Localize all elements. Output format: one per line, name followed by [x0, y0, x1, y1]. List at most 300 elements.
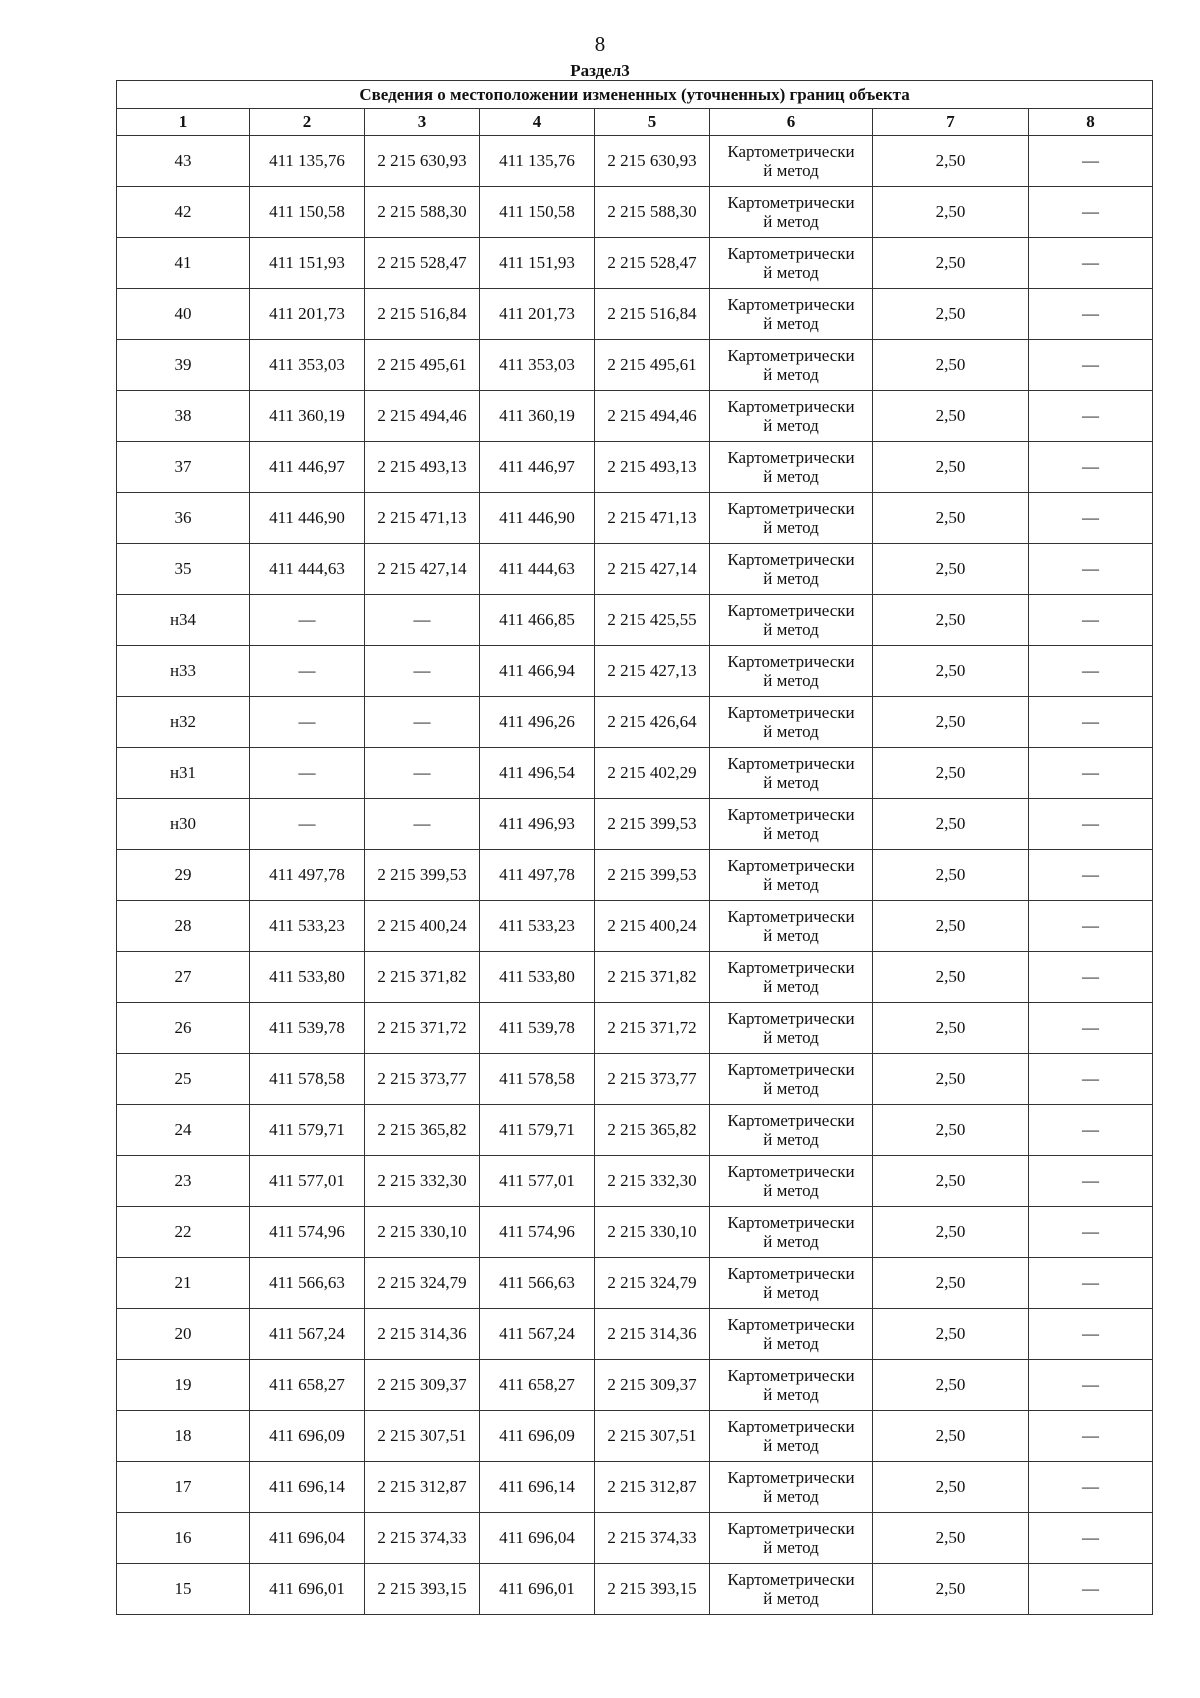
table-row — [117, 1309, 1153, 1360]
point-number-cell: 41 — [117, 238, 250, 289]
method-line-2: й метод — [763, 467, 819, 486]
new-x-cell: 411 353,03 — [480, 340, 595, 391]
method-line-2: й метод — [763, 314, 819, 333]
column8-cell: — — [1029, 1258, 1153, 1309]
method-line-1: Картометрически — [727, 958, 855, 977]
point-number-cell: 27 — [117, 952, 250, 1003]
method-cell — [710, 187, 873, 238]
table-row — [117, 952, 1153, 1003]
accuracy-cell: 2,50 — [873, 1258, 1029, 1309]
old-x-cell: 411 533,80 — [250, 952, 365, 1003]
method-line-1: Картометрически — [727, 1468, 855, 1487]
new-y-cell: 2 215 495,61 — [595, 340, 710, 391]
new-y-cell: 2 215 393,15 — [595, 1564, 710, 1615]
new-x-cell: 411 578,58 — [480, 1054, 595, 1105]
new-y-cell: 2 215 493,13 — [595, 442, 710, 493]
accuracy-cell: 2,50 — [873, 442, 1029, 493]
accuracy-cell: 2,50 — [873, 697, 1029, 748]
method-cell — [710, 493, 873, 544]
new-x-cell: 411 150,58 — [480, 187, 595, 238]
method-cell — [710, 850, 873, 901]
method-line-1: Картометрически — [727, 1570, 855, 1589]
table-row — [117, 1156, 1153, 1207]
old-y-cell: 2 215 307,51 — [365, 1411, 480, 1462]
old-y-cell: 2 215 399,53 — [365, 850, 480, 901]
accuracy-cell: 2,50 — [873, 595, 1029, 646]
old-y-cell: — — [365, 748, 480, 799]
column8-cell: — — [1029, 340, 1153, 391]
point-number-cell: 18 — [117, 1411, 250, 1462]
column8-cell: — — [1029, 1462, 1153, 1513]
new-y-cell: 2 215 399,53 — [595, 850, 710, 901]
point-number-cell: 40 — [117, 289, 250, 340]
accuracy-cell: 2,50 — [873, 1411, 1029, 1462]
method-line-1: Картометрически — [727, 1264, 855, 1283]
old-x-cell: 411 446,90 — [250, 493, 365, 544]
method-line-1: Картометрически — [727, 499, 855, 518]
table-row — [117, 238, 1153, 289]
coordinates-table — [116, 80, 1153, 1615]
old-y-cell: 2 215 427,14 — [365, 544, 480, 595]
new-x-cell: 411 696,01 — [480, 1564, 595, 1615]
column8-cell: — — [1029, 391, 1153, 442]
method-line-2: й метод — [763, 1283, 819, 1302]
method-cell — [710, 442, 873, 493]
method-line-2: й метод — [763, 1589, 819, 1608]
accuracy-cell: 2,50 — [873, 136, 1029, 187]
accuracy-cell: 2,50 — [873, 646, 1029, 697]
column-number: 8 — [1029, 109, 1153, 136]
point-number-cell: 35 — [117, 544, 250, 595]
point-number-cell: 21 — [117, 1258, 250, 1309]
new-y-cell: 2 215 374,33 — [595, 1513, 710, 1564]
column8-cell: — — [1029, 1513, 1153, 1564]
new-x-cell: 411 444,63 — [480, 544, 595, 595]
method-line-1: Картометрически — [727, 193, 855, 212]
new-x-cell: 411 446,90 — [480, 493, 595, 544]
method-line-1: Картометрически — [727, 652, 855, 671]
table-row — [117, 1054, 1153, 1105]
column-number: 1 — [117, 109, 250, 136]
table-row — [117, 442, 1153, 493]
accuracy-cell: 2,50 — [873, 799, 1029, 850]
new-x-cell: 411 446,97 — [480, 442, 595, 493]
old-y-cell: 2 215 371,82 — [365, 952, 480, 1003]
new-y-cell: 2 215 630,93 — [595, 136, 710, 187]
accuracy-cell: 2,50 — [873, 340, 1029, 391]
point-number-cell: 29 — [117, 850, 250, 901]
old-x-cell: 411 446,97 — [250, 442, 365, 493]
column8-cell: — — [1029, 1156, 1153, 1207]
column8-cell: — — [1029, 1003, 1153, 1054]
method-line-1: Картометрически — [727, 1060, 855, 1079]
section-title: Раздел3 — [570, 61, 630, 80]
accuracy-cell: 2,50 — [873, 187, 1029, 238]
new-y-cell: 2 215 307,51 — [595, 1411, 710, 1462]
point-number-cell: 25 — [117, 1054, 250, 1105]
old-y-cell: 2 215 371,72 — [365, 1003, 480, 1054]
method-cell — [710, 748, 873, 799]
point-number-cell: 17 — [117, 1462, 250, 1513]
old-y-cell: 2 215 312,87 — [365, 1462, 480, 1513]
method-line-1: Картометрически — [727, 244, 855, 263]
new-y-cell: 2 215 516,84 — [595, 289, 710, 340]
new-y-cell: 2 215 402,29 — [595, 748, 710, 799]
column-number: 4 — [480, 109, 595, 136]
old-y-cell: 2 215 528,47 — [365, 238, 480, 289]
old-y-cell: 2 215 324,79 — [365, 1258, 480, 1309]
new-x-cell: 411 658,27 — [480, 1360, 595, 1411]
method-line-2: й метод — [763, 875, 819, 894]
table-row — [117, 646, 1153, 697]
column8-cell: — — [1029, 595, 1153, 646]
new-x-cell: 411 497,78 — [480, 850, 595, 901]
point-number-cell: н30 — [117, 799, 250, 850]
method-line-1: Картометрически — [727, 1213, 855, 1232]
column8-cell: — — [1029, 1564, 1153, 1615]
new-x-cell: 411 567,24 — [480, 1309, 595, 1360]
old-y-cell: 2 215 630,93 — [365, 136, 480, 187]
method-line-2: й метод — [763, 722, 819, 741]
point-number-cell: 19 — [117, 1360, 250, 1411]
method-line-1: Картометрически — [727, 346, 855, 365]
method-cell — [710, 340, 873, 391]
accuracy-cell: 2,50 — [873, 1513, 1029, 1564]
method-line-1: Картометрически — [727, 1111, 855, 1130]
table-row — [117, 493, 1153, 544]
column8-cell: — — [1029, 697, 1153, 748]
old-x-cell: 411 577,01 — [250, 1156, 365, 1207]
new-x-cell: 411 533,23 — [480, 901, 595, 952]
old-x-cell: 411 574,96 — [250, 1207, 365, 1258]
method-cell — [710, 1360, 873, 1411]
method-line-1: Картометрически — [727, 397, 855, 416]
method-line-2: й метод — [763, 1028, 819, 1047]
point-number-cell: 39 — [117, 340, 250, 391]
table-row — [117, 136, 1153, 187]
new-y-cell: 2 215 425,55 — [595, 595, 710, 646]
old-x-cell: 411 578,58 — [250, 1054, 365, 1105]
new-y-cell: 2 215 371,72 — [595, 1003, 710, 1054]
old-y-cell: — — [365, 799, 480, 850]
column8-cell: — — [1029, 748, 1153, 799]
method-cell — [710, 1258, 873, 1309]
new-y-cell: 2 215 427,13 — [595, 646, 710, 697]
table-row — [117, 1207, 1153, 1258]
new-y-cell: 2 215 528,47 — [595, 238, 710, 289]
method-cell — [710, 901, 873, 952]
method-cell — [710, 595, 873, 646]
point-number-cell: 22 — [117, 1207, 250, 1258]
old-x-cell: 411 135,76 — [250, 136, 365, 187]
new-x-cell: 411 696,14 — [480, 1462, 595, 1513]
old-y-cell: 2 215 495,61 — [365, 340, 480, 391]
method-line-2: й метод — [763, 1079, 819, 1098]
accuracy-cell: 2,50 — [873, 748, 1029, 799]
column8-cell: — — [1029, 850, 1153, 901]
method-line-2: й метод — [763, 416, 819, 435]
method-cell — [710, 1462, 873, 1513]
old-y-cell: 2 215 309,37 — [365, 1360, 480, 1411]
old-x-cell: 411 353,03 — [250, 340, 365, 391]
method-cell — [710, 1156, 873, 1207]
old-y-cell: 2 215 373,77 — [365, 1054, 480, 1105]
method-line-2: й метод — [763, 1385, 819, 1404]
point-number-cell: 24 — [117, 1105, 250, 1156]
point-number-cell: н31 — [117, 748, 250, 799]
column-number: 2 — [250, 109, 365, 136]
old-y-cell: — — [365, 697, 480, 748]
table-row — [117, 289, 1153, 340]
old-y-cell: 2 215 374,33 — [365, 1513, 480, 1564]
new-x-cell: 411 135,76 — [480, 136, 595, 187]
method-line-1: Картометрически — [727, 448, 855, 467]
method-line-1: Картометрически — [727, 1162, 855, 1181]
method-line-2: й метод — [763, 365, 819, 384]
method-line-2: й метод — [763, 1232, 819, 1251]
method-line-1: Картометрически — [727, 601, 855, 620]
method-line-1: Картометрически — [727, 754, 855, 773]
new-x-cell: 411 151,93 — [480, 238, 595, 289]
method-line-2: й метод — [763, 1334, 819, 1353]
table-row — [117, 1462, 1153, 1513]
method-line-2: й метод — [763, 1436, 819, 1455]
old-y-cell: 2 215 588,30 — [365, 187, 480, 238]
new-y-cell: 2 215 371,82 — [595, 952, 710, 1003]
column-number: 7 — [873, 109, 1029, 136]
point-number-cell: 26 — [117, 1003, 250, 1054]
new-y-cell: 2 215 471,13 — [595, 493, 710, 544]
old-x-cell: 411 658,27 — [250, 1360, 365, 1411]
method-cell — [710, 1564, 873, 1615]
new-y-cell: 2 215 588,30 — [595, 187, 710, 238]
table-row — [117, 799, 1153, 850]
old-x-cell: — — [250, 697, 365, 748]
method-line-2: й метод — [763, 773, 819, 792]
method-line-2: й метод — [763, 1130, 819, 1149]
method-cell — [710, 952, 873, 1003]
method-cell — [710, 136, 873, 187]
method-cell — [710, 1054, 873, 1105]
column8-cell: — — [1029, 1105, 1153, 1156]
method-line-1: Картометрически — [727, 805, 855, 824]
column8-cell: — — [1029, 1054, 1153, 1105]
table-row — [117, 1411, 1153, 1462]
old-y-cell: 2 215 516,84 — [365, 289, 480, 340]
method-line-2: й метод — [763, 620, 819, 639]
method-line-1: Картометрически — [727, 703, 855, 722]
table-row — [117, 340, 1153, 391]
method-cell — [710, 289, 873, 340]
method-line-1: Картометрически — [727, 1417, 855, 1436]
old-x-cell: 411 151,93 — [250, 238, 365, 289]
new-y-cell: 2 215 324,79 — [595, 1258, 710, 1309]
method-line-2: й метод — [763, 977, 819, 996]
page-number: 8 — [594, 32, 606, 56]
new-y-cell: 2 215 494,46 — [595, 391, 710, 442]
old-y-cell: 2 215 330,10 — [365, 1207, 480, 1258]
new-y-cell: 2 215 373,77 — [595, 1054, 710, 1105]
new-x-cell: 411 201,73 — [480, 289, 595, 340]
new-x-cell: 411 360,19 — [480, 391, 595, 442]
new-x-cell: 411 533,80 — [480, 952, 595, 1003]
old-x-cell: 411 444,63 — [250, 544, 365, 595]
column8-cell: — — [1029, 1309, 1153, 1360]
old-x-cell: 411 566,63 — [250, 1258, 365, 1309]
table-row — [117, 1003, 1153, 1054]
method-cell — [710, 1003, 873, 1054]
point-number-cell: 43 — [117, 136, 250, 187]
new-x-cell: 411 466,94 — [480, 646, 595, 697]
old-y-cell: 2 215 393,15 — [365, 1564, 480, 1615]
new-y-cell: 2 215 314,36 — [595, 1309, 710, 1360]
old-x-cell: 411 579,71 — [250, 1105, 365, 1156]
old-x-cell: 411 696,04 — [250, 1513, 365, 1564]
old-y-cell: 2 215 493,13 — [365, 442, 480, 493]
new-y-cell: 2 215 426,64 — [595, 697, 710, 748]
column8-cell: — — [1029, 952, 1153, 1003]
method-cell — [710, 391, 873, 442]
method-cell — [710, 1105, 873, 1156]
method-cell — [710, 799, 873, 850]
table-row — [117, 187, 1153, 238]
point-number-cell: 36 — [117, 493, 250, 544]
method-line-2: й метод — [763, 518, 819, 537]
method-cell — [710, 1513, 873, 1564]
method-cell — [710, 1411, 873, 1462]
new-y-cell: 2 215 312,87 — [595, 1462, 710, 1513]
method-line-1: Картометрически — [727, 1366, 855, 1385]
old-y-cell: 2 215 332,30 — [365, 1156, 480, 1207]
point-number-cell: н32 — [117, 697, 250, 748]
accuracy-cell: 2,50 — [873, 1360, 1029, 1411]
new-x-cell: 411 539,78 — [480, 1003, 595, 1054]
column8-cell: — — [1029, 289, 1153, 340]
point-number-cell: 16 — [117, 1513, 250, 1564]
table-row — [117, 697, 1153, 748]
accuracy-cell: 2,50 — [873, 1564, 1029, 1615]
old-x-cell: — — [250, 646, 365, 697]
method-line-1: Картометрически — [727, 295, 855, 314]
old-y-cell: 2 215 365,82 — [365, 1105, 480, 1156]
new-x-cell: 411 574,96 — [480, 1207, 595, 1258]
table-row — [117, 1258, 1153, 1309]
accuracy-cell: 2,50 — [873, 493, 1029, 544]
method-line-2: й метод — [763, 671, 819, 690]
new-x-cell: 411 496,26 — [480, 697, 595, 748]
accuracy-cell: 2,50 — [873, 1207, 1029, 1258]
table-row — [117, 544, 1153, 595]
column8-cell: — — [1029, 442, 1153, 493]
old-x-cell: 411 360,19 — [250, 391, 365, 442]
method-line-2: й метод — [763, 161, 819, 180]
method-line-1: Картометрически — [727, 1519, 855, 1538]
column8-cell: — — [1029, 799, 1153, 850]
method-line-2: й метод — [763, 212, 819, 231]
method-cell — [710, 697, 873, 748]
table-row — [117, 595, 1153, 646]
old-x-cell: — — [250, 595, 365, 646]
table-row — [117, 748, 1153, 799]
old-x-cell: 411 696,14 — [250, 1462, 365, 1513]
old-x-cell: 411 497,78 — [250, 850, 365, 901]
point-number-cell: 38 — [117, 391, 250, 442]
column8-cell: — — [1029, 1207, 1153, 1258]
accuracy-cell: 2,50 — [873, 289, 1029, 340]
column8-cell: — — [1029, 544, 1153, 595]
column8-cell: — — [1029, 1411, 1153, 1462]
table-row — [117, 1360, 1153, 1411]
method-line-1: Картометрически — [727, 550, 855, 569]
new-y-cell: 2 215 427,14 — [595, 544, 710, 595]
accuracy-cell: 2,50 — [873, 850, 1029, 901]
method-line-2: й метод — [763, 926, 819, 945]
point-number-cell: 37 — [117, 442, 250, 493]
new-y-cell: 2 215 330,10 — [595, 1207, 710, 1258]
method-line-2: й метод — [763, 824, 819, 843]
method-cell — [710, 646, 873, 697]
old-x-cell: — — [250, 799, 365, 850]
new-x-cell: 411 566,63 — [480, 1258, 595, 1309]
old-x-cell: 411 539,78 — [250, 1003, 365, 1054]
method-line-2: й метод — [763, 1538, 819, 1557]
old-x-cell: 411 696,09 — [250, 1411, 365, 1462]
new-x-cell: 411 579,71 — [480, 1105, 595, 1156]
accuracy-cell: 2,50 — [873, 1003, 1029, 1054]
table-row — [117, 1513, 1153, 1564]
accuracy-cell: 2,50 — [873, 1462, 1029, 1513]
old-y-cell: 2 215 314,36 — [365, 1309, 480, 1360]
column8-cell: — — [1029, 187, 1153, 238]
point-number-cell: н34 — [117, 595, 250, 646]
column8-cell: — — [1029, 238, 1153, 289]
column-number: 3 — [365, 109, 480, 136]
point-number-cell: 28 — [117, 901, 250, 952]
old-y-cell: 2 215 494,46 — [365, 391, 480, 442]
point-number-cell: 42 — [117, 187, 250, 238]
old-x-cell: 411 567,24 — [250, 1309, 365, 1360]
accuracy-cell: 2,50 — [873, 391, 1029, 442]
point-number-cell: 15 — [117, 1564, 250, 1615]
column8-cell: — — [1029, 646, 1153, 697]
accuracy-cell: 2,50 — [873, 1156, 1029, 1207]
old-x-cell: — — [250, 748, 365, 799]
new-x-cell: 411 496,93 — [480, 799, 595, 850]
table-row — [117, 1564, 1153, 1615]
old-x-cell: 411 150,58 — [250, 187, 365, 238]
accuracy-cell: 2,50 — [873, 1105, 1029, 1156]
column8-cell: — — [1029, 493, 1153, 544]
method-cell — [710, 238, 873, 289]
method-line-2: й метод — [763, 569, 819, 588]
accuracy-cell: 2,50 — [873, 952, 1029, 1003]
point-number-cell: 20 — [117, 1309, 250, 1360]
new-x-cell: 411 496,54 — [480, 748, 595, 799]
new-x-cell: 411 577,01 — [480, 1156, 595, 1207]
method-cell — [710, 544, 873, 595]
accuracy-cell: 2,50 — [873, 238, 1029, 289]
table-body — [117, 136, 1153, 1615]
old-y-cell: — — [365, 646, 480, 697]
method-cell — [710, 1207, 873, 1258]
column8-cell: — — [1029, 136, 1153, 187]
table-row — [117, 391, 1153, 442]
accuracy-cell: 2,50 — [873, 901, 1029, 952]
new-y-cell: 2 215 332,30 — [595, 1156, 710, 1207]
method-cell — [710, 1309, 873, 1360]
column-number: 6 — [710, 109, 873, 136]
method-line-2: й метод — [763, 1487, 819, 1506]
